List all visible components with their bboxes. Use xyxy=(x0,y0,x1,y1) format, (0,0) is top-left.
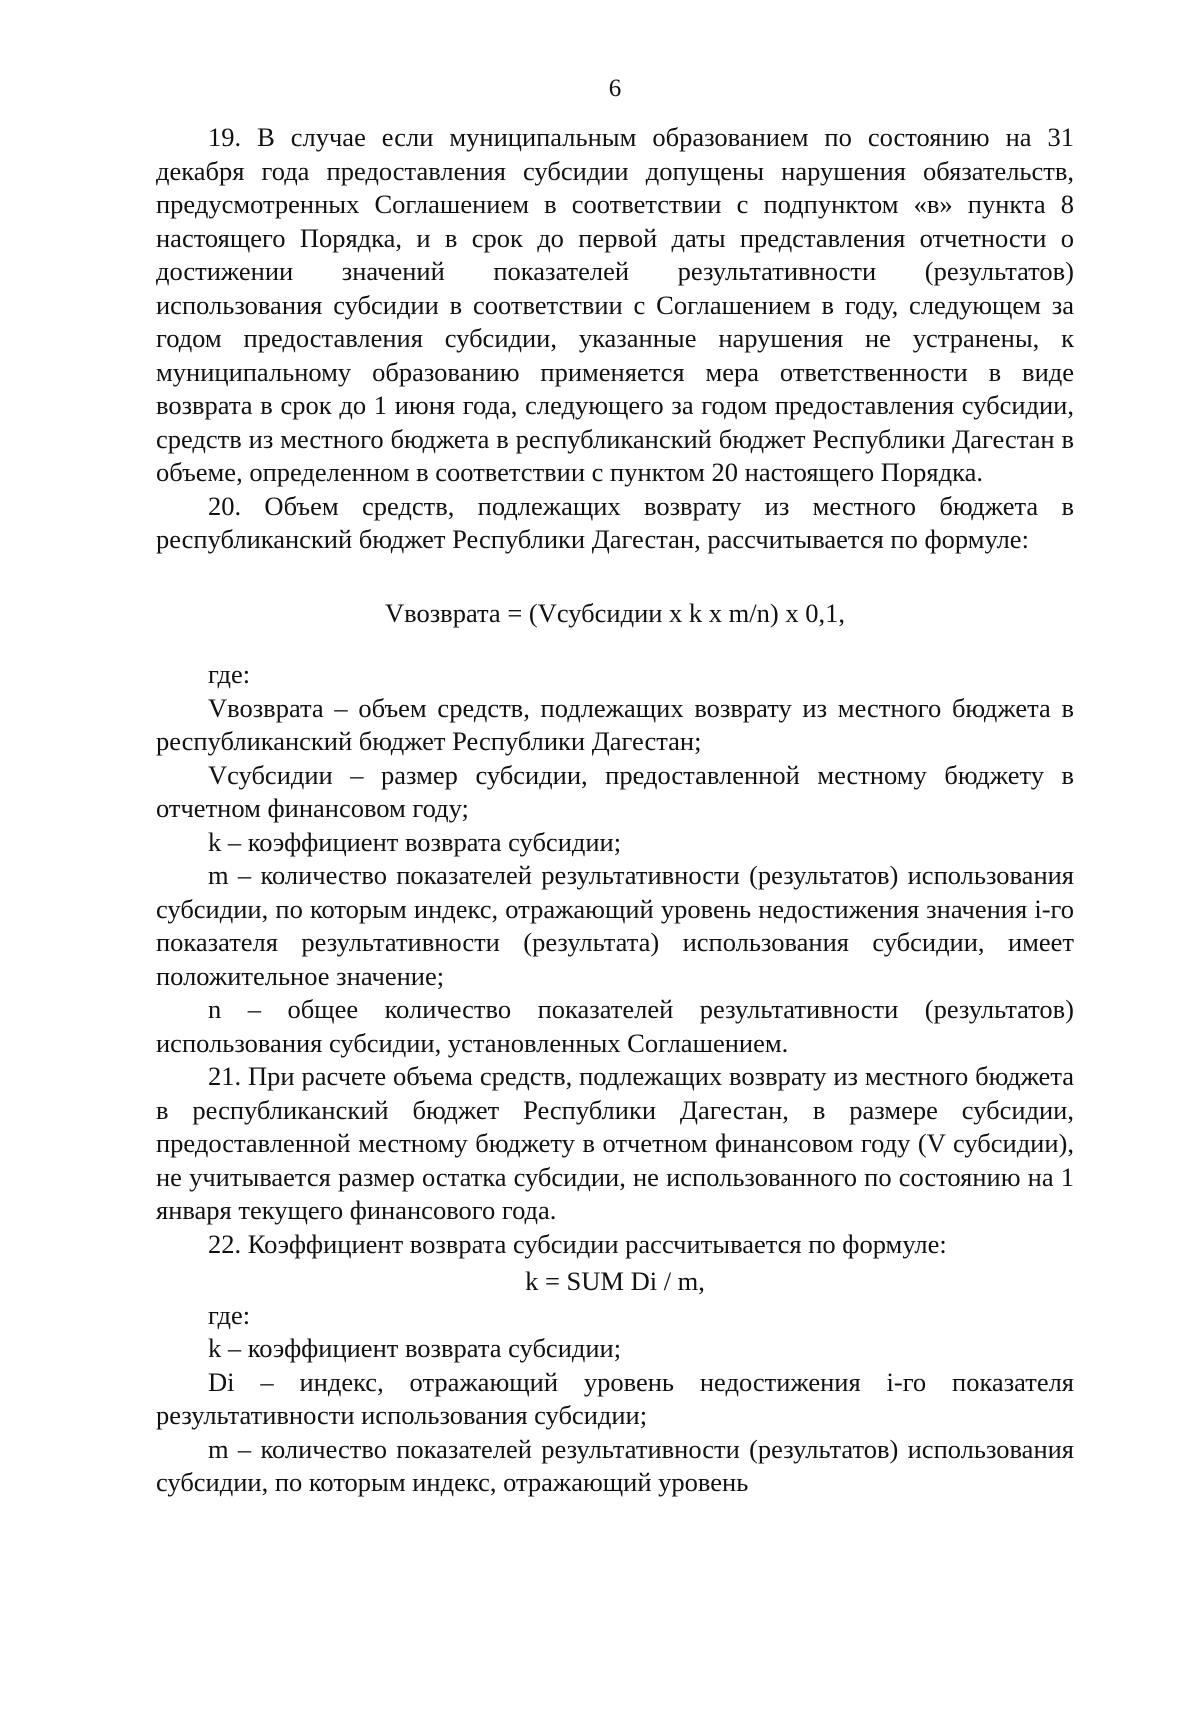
paragraph-22: 22. Коэффициент возврата субсидии рассчитывается по формуле: xyxy=(208,1228,947,1259)
formula-coefficient: k = SUM Di / m, xyxy=(525,1266,705,1296)
paragraph-19: 19. В случае если муниципальным образованием по состоянию на 31 декабря года предоставления субсидии допущены нарушения обязательств, предусмотренных Соглашением в соответствии с подпунктом «в» пункта 8 настоящего Порядка, и в срок до первой даты представления отчетности о достижении значений показателей результативности (результатов) использования субсидии в соответствии с Соглашением в году, следующем за годом предоставления субсидии, указанные нарушения не устранены, к муниципальному образованию применяется мера ответственности в виде возврата в срок до 1 июня года, следующего за годом предоставления субсидии, средств из местного бюджета в республиканский бюджет Республики Дагестан в объеме, определенном в соответствии с пунктом 20 настоящего Порядка. xyxy=(156,122,1074,487)
paragraph-20: 20. Объем средств, подлежащих возврату из местного бюджета в республиканский бюджет Республики Дагестан, рассчитывается по формуле: xyxy=(156,490,1074,554)
definition-k-2: k – коэффициент возврата субсидии; xyxy=(208,1333,622,1363)
where-label: где: xyxy=(208,659,251,689)
page-number: 6 xyxy=(608,75,622,102)
definition-di: Di – индекс, отражающий уровень недостижения i-го показателя результативности использования субсидии; xyxy=(156,1366,1074,1430)
definition-v-subsidii: Vсубсидии – размер субсидии, предоставленной местному бюджету в отчетном финансовом году; xyxy=(156,759,1074,823)
definition-n: n – общее количество показателей результативности (результатов) использования субсидии, установленных Соглашением. xyxy=(156,994,1074,1058)
paragraph-21: 21. При расчете объема средств, подлежащих возврату из местного бюджета в республиканский бюджет Республики Дагестан, в размере субсидии, предоставленной местному бюджету в отчетном финансовом году (V субсидии), не учитывается размер остатка субсидии, не использованного по состоянию на 1 января текущего финансового года. xyxy=(156,1061,1074,1225)
document-body xyxy=(156,121,1074,1500)
definition-k: k – коэффициент возврата субсидии; xyxy=(208,826,622,857)
definition-v-vozvrata: Vвозврата – объем средств, подлежащих возврату из местного бюджета в республиканский бюджет Республики Дагестан; xyxy=(156,692,1074,756)
definition-m: m – количество показателей результативности (результатов) использования субсидии, по которым индекс, отражающий уровень недостижения значения i-го показателя результативности (результата) использования субсидии, имеет положительное значение; xyxy=(156,860,1074,991)
definition-m-2: m – количество показателей результативности (результатов) использования субсидии, по которым индекс, отражающий уровень xyxy=(156,1433,1074,1497)
where-label-2: где: xyxy=(208,1299,251,1330)
formula-return-volume: Vвозврата = (Vсубсидии x k x m/n) x 0,1, xyxy=(385,597,845,628)
